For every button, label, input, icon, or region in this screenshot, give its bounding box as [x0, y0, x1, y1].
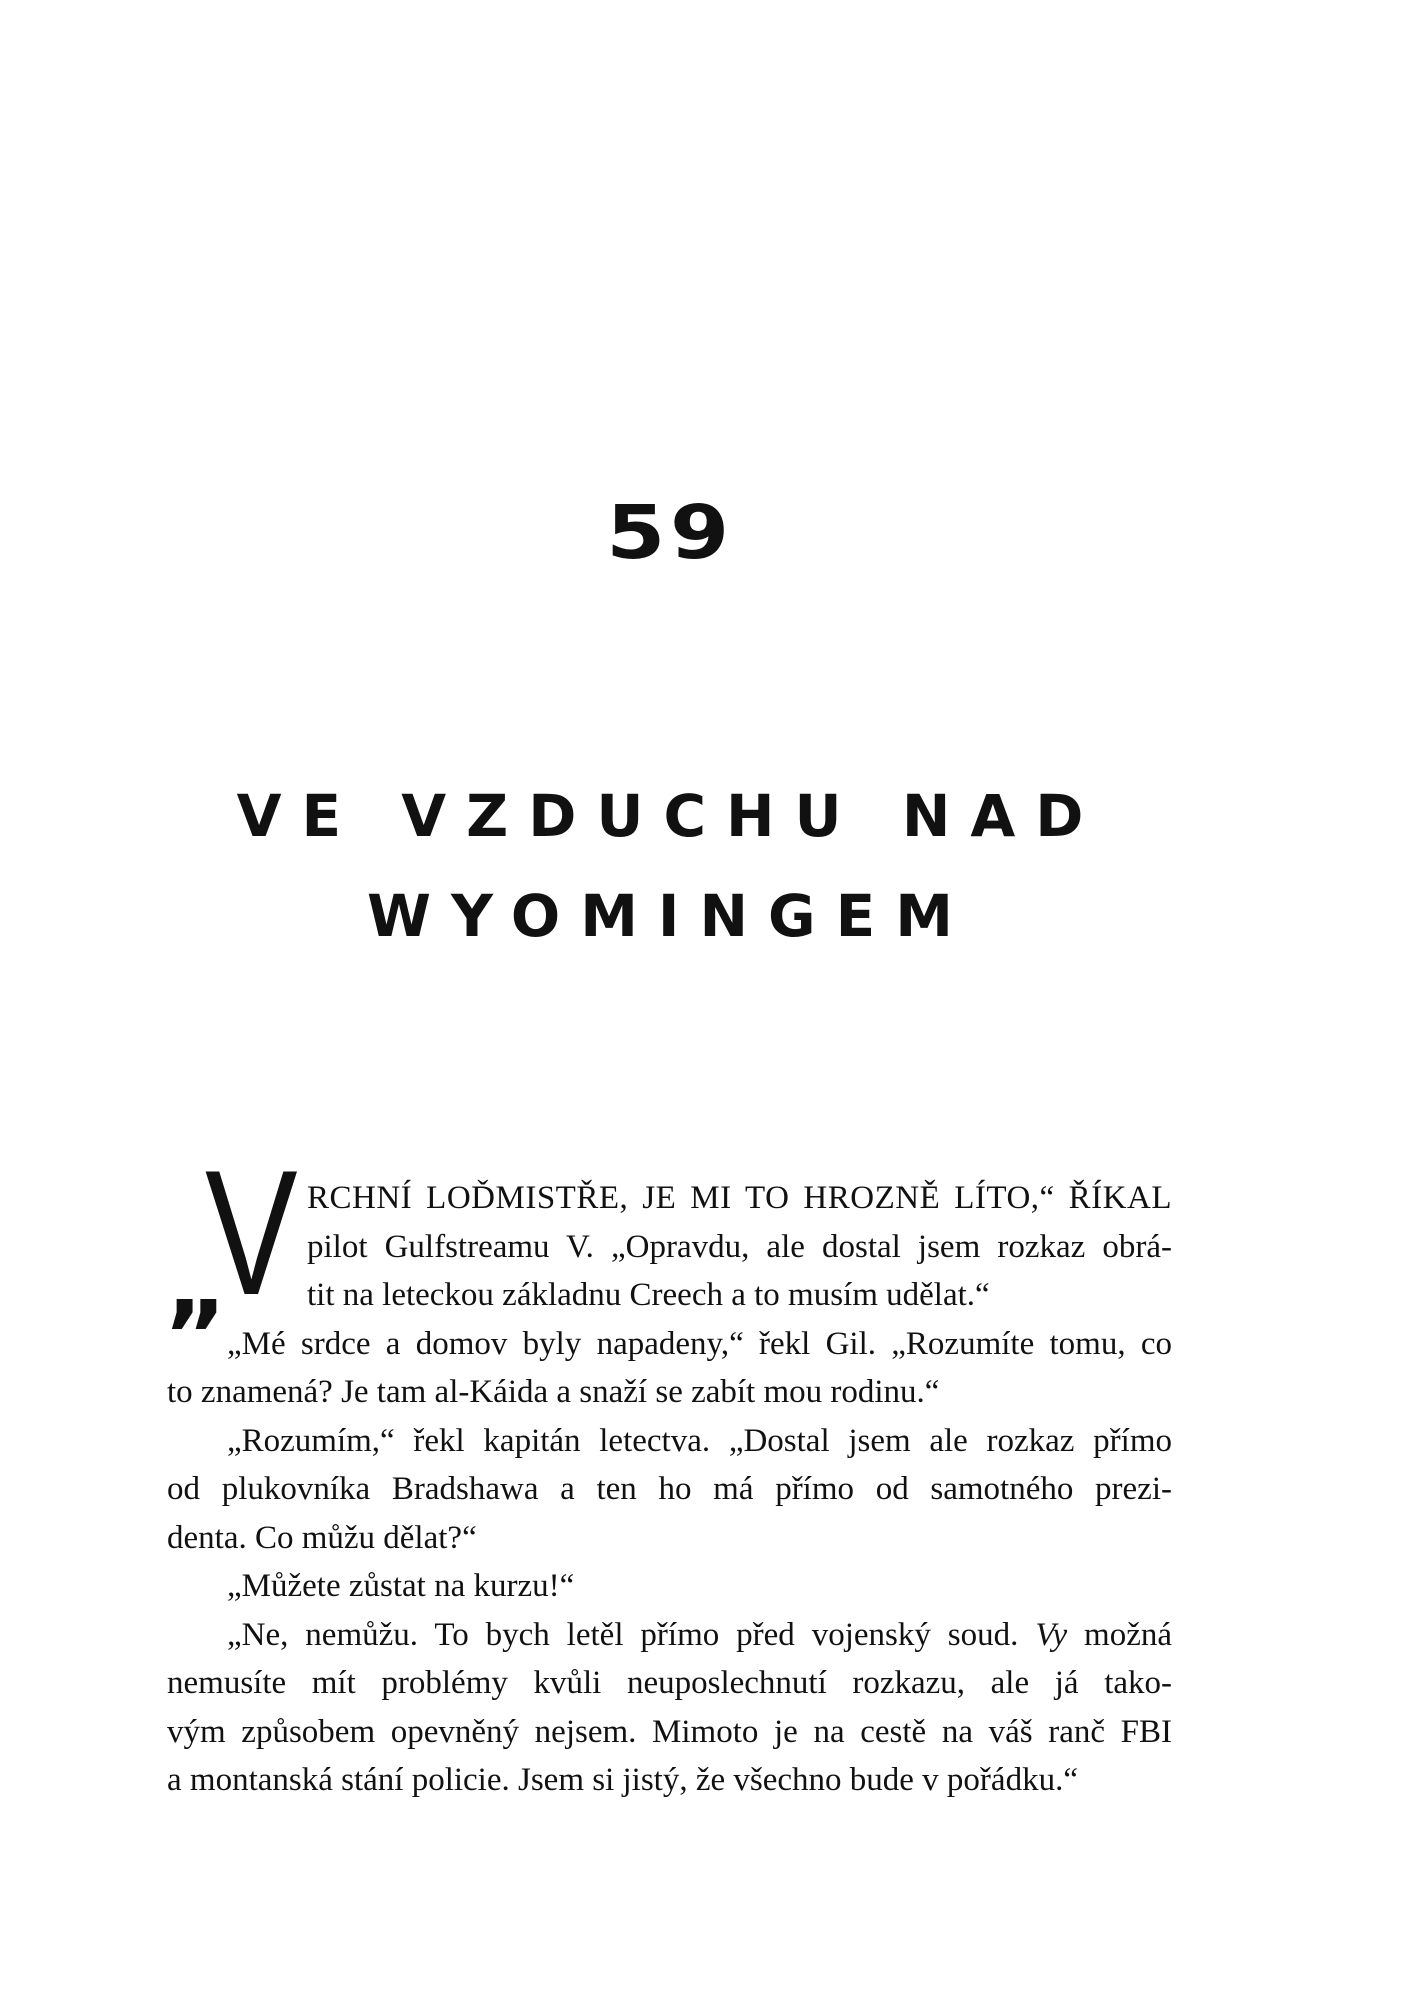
paragraph-4 [167, 1562, 1172, 1611]
text-line: a montanská stání policie. Jsem si jistý, že všechno bude v pořádku.“ [167, 1762, 1078, 1798]
text-line: pilot Gulfstreamu V. „Opravdu, ale dostal jsem rozkaz obrá- [307, 1228, 1172, 1265]
text-line: od plukovníka Bradshawa a ten ho má přímo od samotného prezi- [167, 1471, 1172, 1507]
text-line: to znamená? Je tam al-Káida a snaží se zabít mou rodinu.“ [167, 1374, 940, 1410]
chapter-number: 59 [606, 490, 734, 576]
text-line: „Rozumím,“ řekl kapitán letectva. „Dostal jsem ale rozkaz přímo [227, 1422, 1172, 1459]
text-line: nemusíte mít problémy kvůli neuposlechnutí rozkazu, ale já tako- [167, 1665, 1172, 1701]
text-fragment: možná [1067, 1616, 1172, 1653]
text-line [167, 1611, 1172, 1660]
text-line: „Můžete zůstat na kurzu!“ [227, 1568, 575, 1604]
chapter-title-line-1: VE VZDUCHU NAD [236, 782, 1104, 850]
text-line: RCHNÍ LOĎMISTŘE, JE MI TO HROZNĚ LÍTO,“ ŘÍKAL [307, 1180, 1172, 1216]
text-line: denta. Co můžu dělat?“ [167, 1519, 477, 1556]
chapter-title-line-2: WYOMINGEM [367, 882, 973, 950]
text-line: tit na leteckou základnu Creech a to musím udělat.“ [307, 1277, 990, 1313]
dropcap-letter: V [205, 1133, 298, 1332]
paragraph-1 [165, 1133, 1172, 1340]
text-line: vým způsobem opevněný nejsem. Mimoto je na cestě na váš ranč FBI [167, 1713, 1172, 1750]
body-text [165, 1133, 1172, 1805]
text-fragment: „Ne, nemůžu. To bych letěl přímo před vojenský soud. [227, 1616, 1036, 1653]
dropcap-quote: „ [165, 1228, 223, 1340]
paragraph-5 [167, 1611, 1172, 1805]
emphasis: Vy [1035, 1616, 1068, 1653]
paragraph-3 [167, 1417, 1172, 1563]
paragraph-2 [167, 1320, 1172, 1417]
chapter-title [0, 766, 1340, 966]
text-line: „Mé srdce a domov byly napadeny,“ řekl Gil. „Rozumíte tomu, co [227, 1325, 1172, 1362]
